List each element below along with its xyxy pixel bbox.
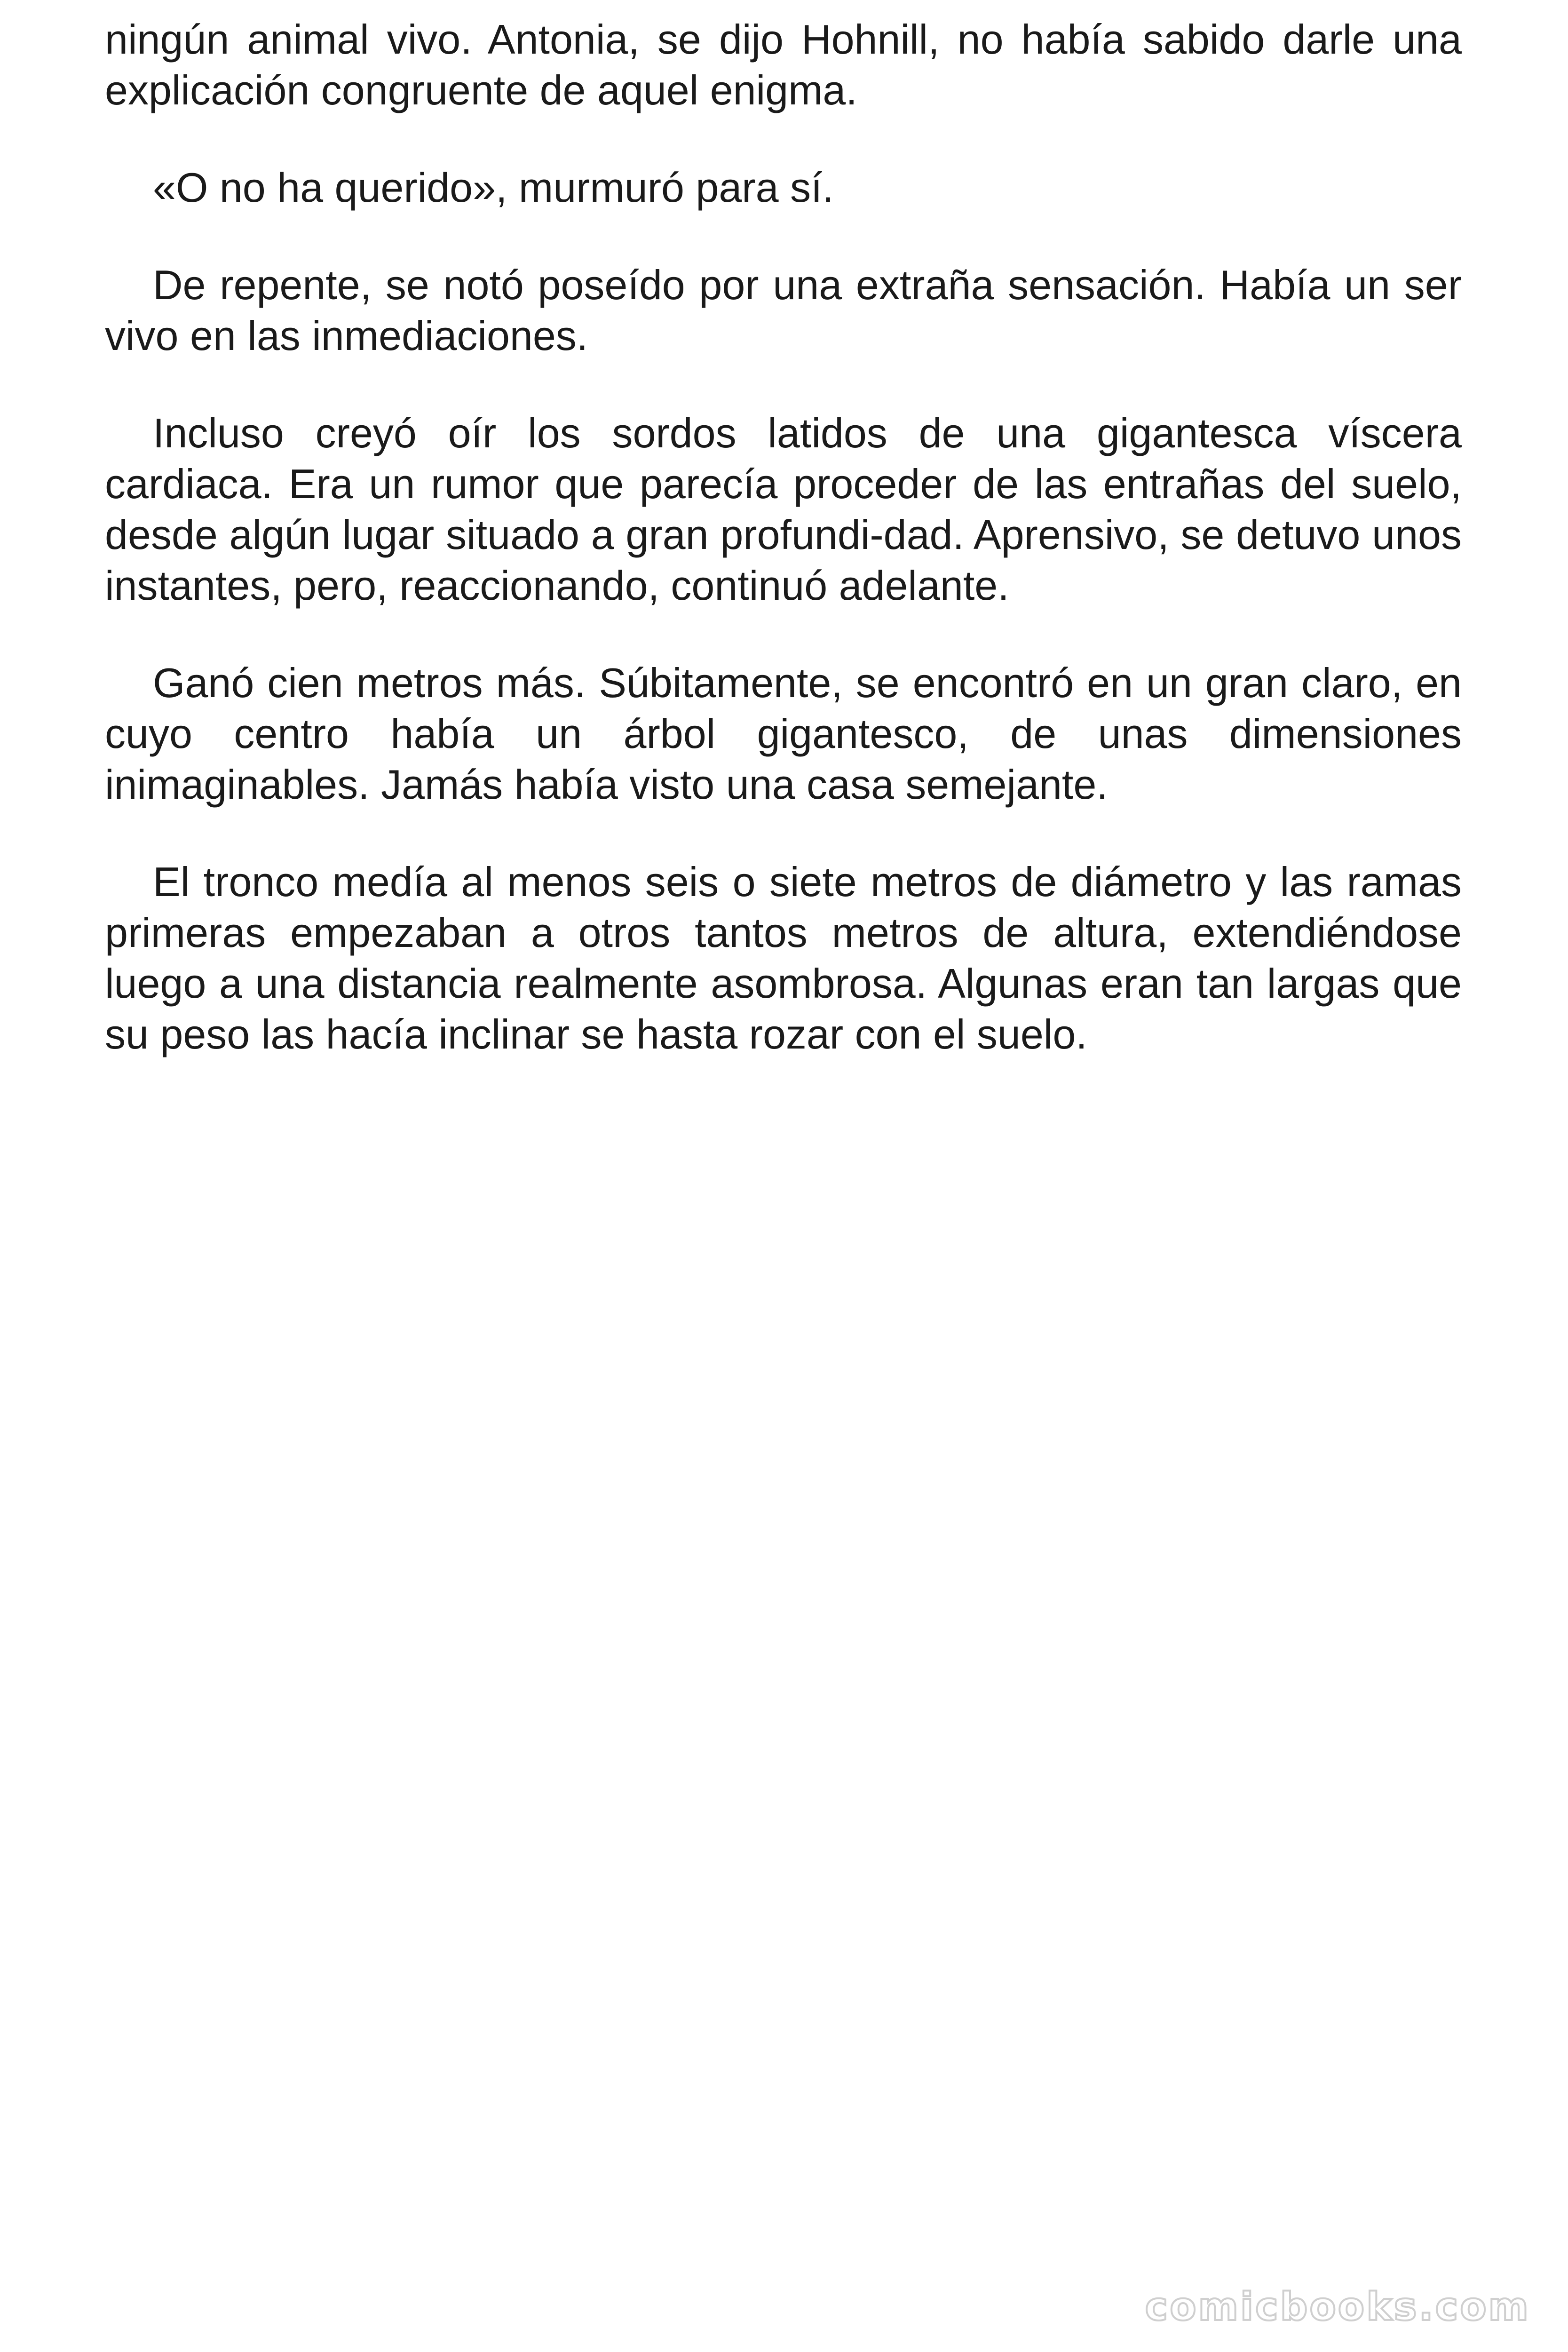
paragraph-dialogue: «O no ha querido», murmuró para sí. (153, 164, 834, 211)
paragraph-tree-trunk: El tronco medía al menos seis o siete metros de diámetro y las ramas primeras empezaban a otros tantos metros de altura, extendiéndose luego a una distancia realmente asombrosa. Algunas eran tan largas que su peso las hacía inclinar se hasta rozar con el suelo. (105, 858, 1462, 1057)
paragraph-continuation: ningún animal vivo. Antonia, se dijo Hohnill, no había sabido darle una explicación congruente de aquel enigma. (105, 16, 1462, 113)
paragraph-clearing: Ganó cien metros más. Súbitamente, se encontró en un gran claro, en cuyo centro había un árbol gigantesco, de unas dimensiones inimaginables. Jamás había visto una casa semejante. (105, 660, 1462, 808)
body-text (105, 14, 1462, 1106)
paragraph-sensation: De repente, se notó poseído por una extraña sensación. Había un ser vivo en las inmediaciones. (105, 262, 1462, 359)
watermark-logo: comicbooks.com (1145, 2285, 1530, 2329)
paragraph-heartbeat: Incluso creyó oír los sordos latidos de una gigantesca víscera cardiaca. Era un rumor que parecía proceder de las entrañas del suelo, desde algún lugar situado a gran profundi-dad. Aprensivo, se detuvo unos instantes, pero, reaccionando, continuó adelante. (105, 410, 1462, 609)
